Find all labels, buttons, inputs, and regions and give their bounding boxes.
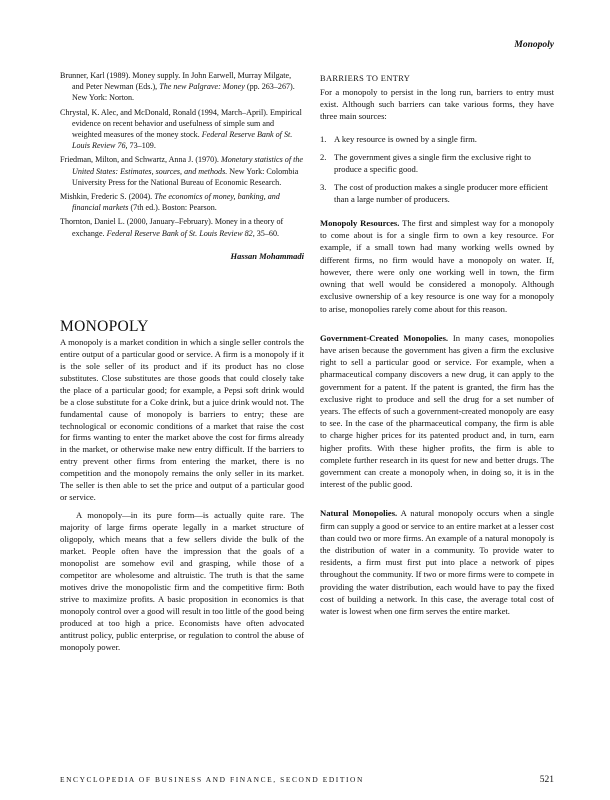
previous-article-author: Hassan Mohammadi	[230, 250, 304, 261]
page-footer	[60, 775, 554, 785]
subsection-heading: Natural Monopolies.	[320, 508, 398, 519]
subsection-government-created: Government-Created Monopolies. In many cases, monopolies have arisen because the government has given a firm the exclusive right to sell a particular good or service. For example, when a pharmaceutical company discovers a new drug, it can apply to the government for a patent. If the patent is granted, the firm has the exclusive right to produce and sell the drug for a set number of years. The effects of such a government-created monopoly are easy to see. In the case of the pharmaceutical company, the firm is able to charge higher prices for its patented product and, in turn, earn higher profits. With these higher profits, the firm is able to complete further research in its quest for new and better drugs. The government can create a monopoly when, in doing so, it is in the interest of the public good.	[320, 332, 554, 490]
reference-item: Mishkin, Frederic S. (2004). The economics of money, banking, and financial markets (7th ed.). Boston: Pearson.	[60, 192, 280, 213]
running-head: Monopoly	[514, 40, 554, 50]
reference-item: Brunner, Karl (1989). Money supply. In John Earwell, Murray Milgate, and Peter Newman (Eds.), The new Palgrave: Money (pp. 263–267). New York: Norton.	[60, 71, 295, 103]
reference-item: Friedman, Milton, and Schwartz, Anna J. (1970). Monetary statistics of the United States: Estimates, sources, and methods. New York: Colombia University Press for the National Bureau of Economic Research.	[60, 155, 304, 187]
sources-list	[320, 133, 554, 205]
body-paragraph: A monopoly—in its pure form—is actually quite rare. The majority of large firms operate legally in a market structure of oligopoly, which means that a few sellers divide the bulk of the market. People often have the impression that the goals of a monopolist are somehow evil and grasping, while those of a competitor are wholesome and altruistic. The truth is that the same motives drive the monopolistic firm and the competitive firm: Both strive to maximize profits. A basic proposition in economics is that monopoly control over a good will result in too little of the good being produced at too high a price. Economists have often advocated antitrust policy, public enterprise, or regulation to control the abuse of monopoly power.	[60, 510, 304, 652]
right-column	[320, 70, 554, 617]
reference-item: Thornton, Daniel L. (2000, January–February). Money in a theory of exchange. Federal Reserve Bank of St. Louis Review 82, 35–60.	[60, 217, 284, 238]
list-item: 3. The cost of production makes a single producer more efficient than a large number of producers.	[320, 181, 548, 204]
subsection-natural-monopolies: Natural Monopolies. A natural monopoly occurs when a single firm can supply a good or service to an entire market at a lesser cost than could two or more firms. An example of a natural monopoly is the distribution of water in a community. To provide water to residents, a firm must first put into place a network of pipes throughout the community. If two or more firms were to compete in providing the water distribution, each would have to pay the fixed cost of building a network. In this case, the average total cost of water is lowest when one firm serves the entire market.	[320, 508, 554, 616]
page-number: 521	[539, 775, 554, 785]
body-paragraph: A monopoly is a market condition in which a single seller controls the entire output of a particular good or service. A firm is a monopoly if it is the sole seller of its product and if its product has no close substitutes. Close substitutes are those goods that could closely take the place of a particular good; for example, a Pepsi soft drink would be a close substitute for a Coke drink, but a juice drink would not. The fundamental cause of monopoly is barriers to entry; these are technological or economic conditions of a market that raise the cost for firms wanting to enter the market above the cost for firms already in the market, or otherwise make new entry difficult. If the barriers to entry prevent other firms from entering the market, there is no competition and the monopoly remains the only seller in its market. The seller is then able to set the price and output of a particular good or service.	[60, 336, 304, 503]
subsection-monopoly-resources: Monopoly Resources. The first and simplest way for a monopoly to come about is for a single firm to own a key resource. For example, if a small town had many working wells owned by different firms, no firm would have a monopoly on water. If, however, there were only one working well in town, the firm owning that well would be considered a monopoly. Although exclusive ownership of a key resource is one way for a monopoly to arise, monopolies rarely come about for this reason.	[320, 218, 554, 314]
list-item: 1. A key resource is owned by a single firm.	[320, 133, 477, 144]
list-item: 2. The government gives a single firm the exclusive right to produce a specific good.	[320, 151, 531, 174]
reference-list	[60, 70, 304, 239]
reference-item: Chrystal, K. Alec, and McDonald, Ronald (1994, March–April). Empirical evidence on recent behavior and usefulness of simple sum and weighted measures of the money stock. Federal Reserve Bank of St. Louis Review 76, 73–109.	[60, 107, 302, 151]
section-heading: BARRIERS TO ENTRY	[320, 74, 411, 83]
article-title: MONOPOLY	[60, 317, 149, 335]
subsection-heading: Government-Created Monopolies.	[320, 332, 449, 343]
left-column	[60, 70, 304, 654]
subsection-heading: Monopoly Resources.	[320, 218, 400, 229]
section-intro: For a monopoly to persist in the long run, barriers to entry must exist. Although such barriers can take various forms, they have three main sources:	[320, 87, 554, 122]
publication-title: ENCYCLOPEDIA OF BUSINESS AND FINANCE, SECOND EDITION	[60, 775, 364, 784]
